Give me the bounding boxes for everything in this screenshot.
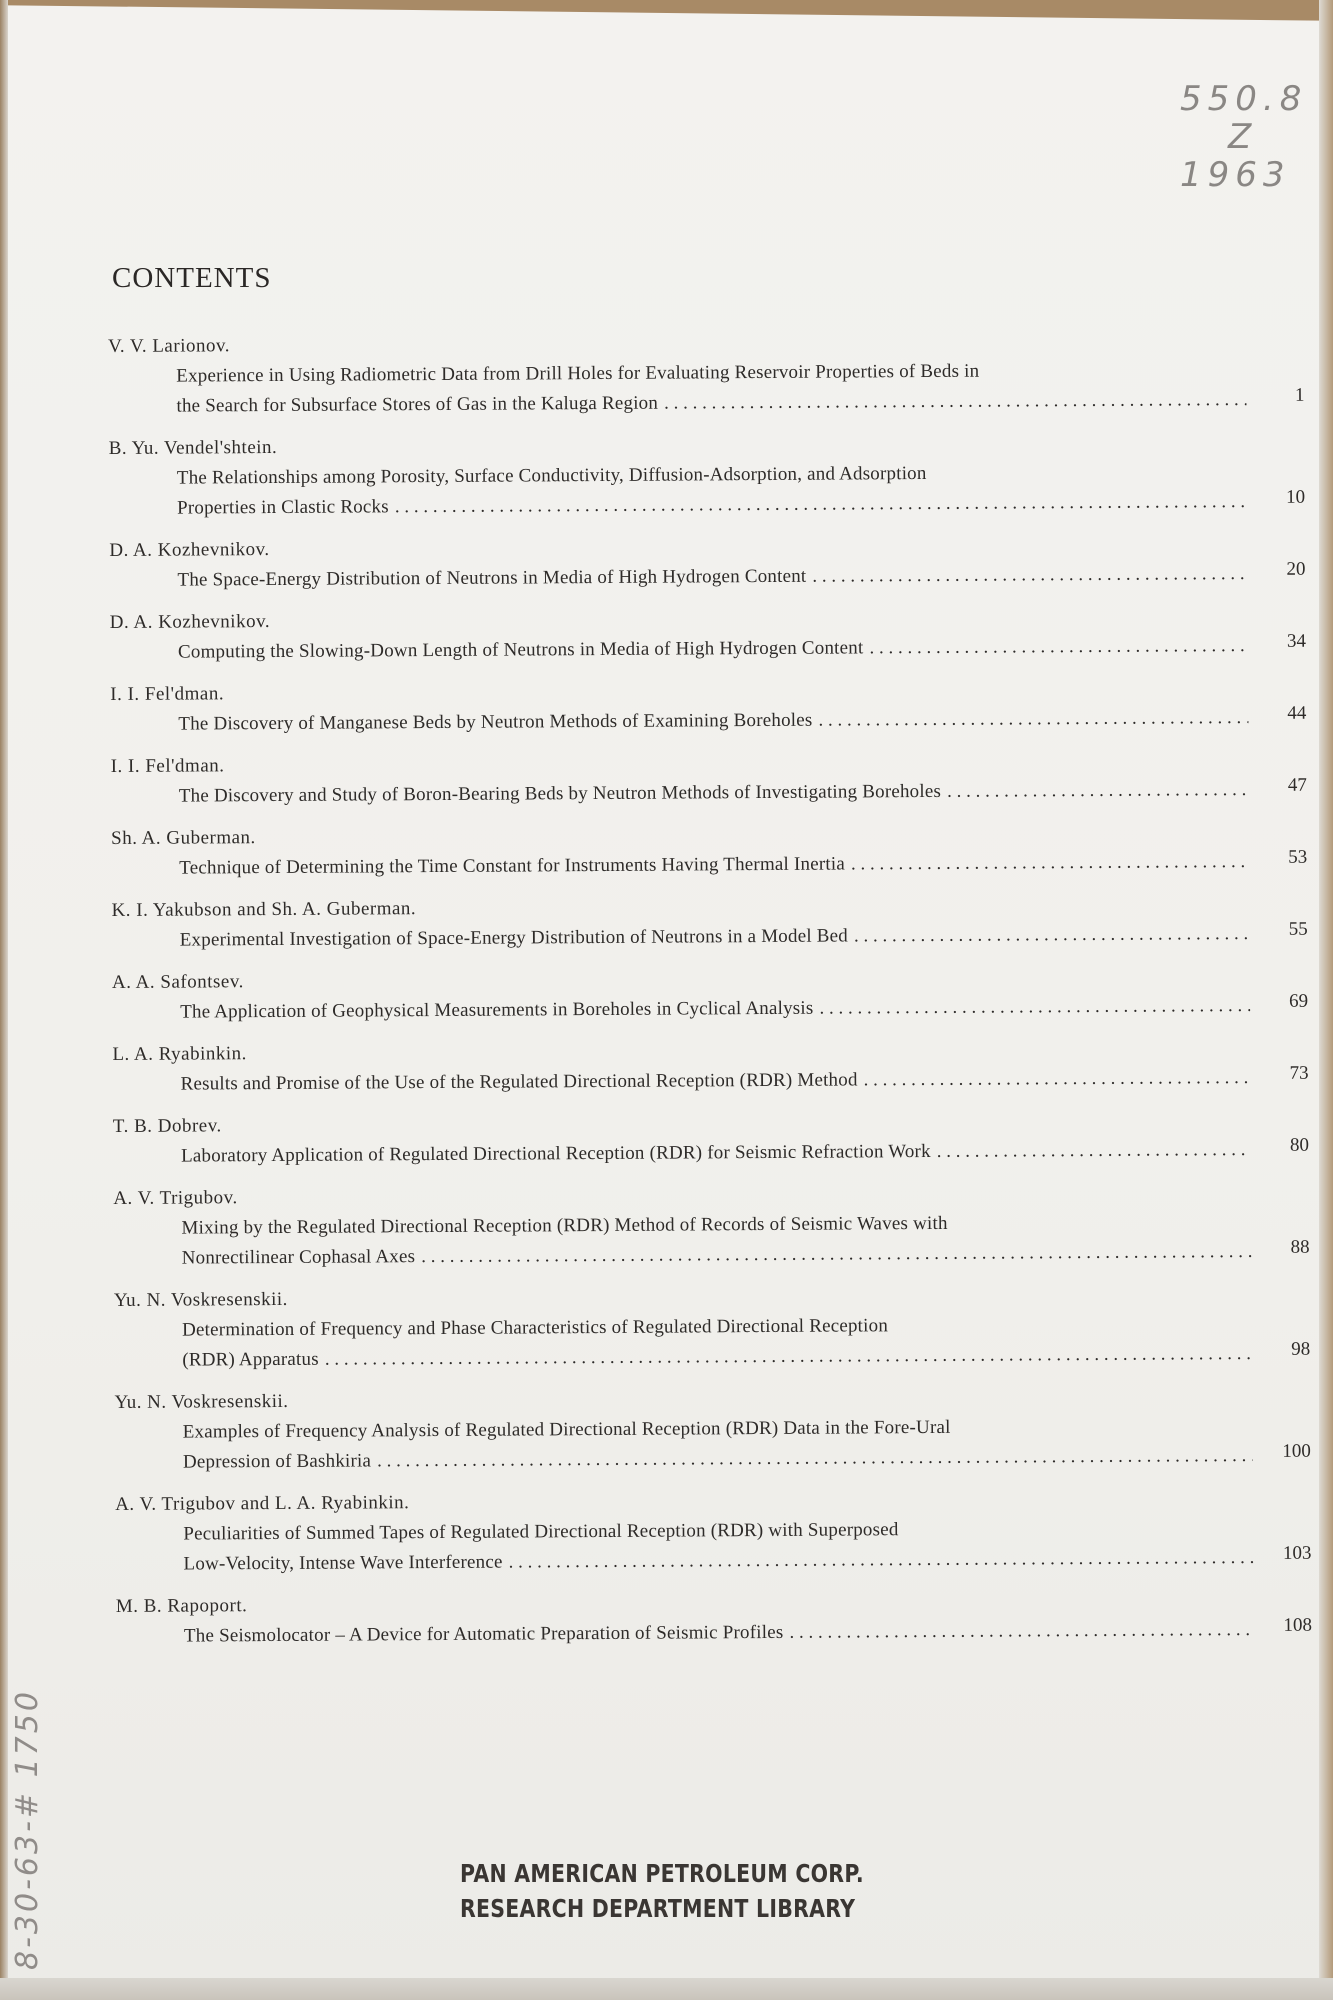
page-right-edge — [1319, 0, 1333, 2000]
toc-title-text: Nonrectilinear Cophasal Axes — [181, 1246, 416, 1269]
toc-author: I. I. Fel'dman. — [110, 755, 225, 777]
toc-title-line: Peculiarities of Summed Tapes of Regulated Directional Reception (RDR) with Superposed — [183, 1519, 899, 1545]
toc-dot-leader — [395, 487, 1247, 522]
toc-title-text: The Application of Geophysical Measurements in Boreholes in Cyclical Analysis — [180, 997, 814, 1023]
toc-title-text: the Search for Subsurface Stores of Gas in the Kaluga Region — [176, 392, 659, 417]
toc-entry — [111, 817, 1307, 884]
toc-title-line: Examples of Frequency Analysis of Regulated Directional Reception (RDR) Data in the Fore-Ural — [182, 1416, 951, 1443]
toc-dot-leader — [812, 559, 1247, 592]
toc-work — [109, 559, 1305, 596]
toc-entry — [112, 1033, 1308, 1100]
toc-author: Sh. A. Guberman. — [111, 827, 256, 849]
toc-title-line — [183, 1543, 1311, 1580]
toc-page-number: 10 — [1285, 486, 1306, 508]
toc-work — [113, 1063, 1309, 1100]
toc-title-text: Technique of Determining the Time Constant for Instruments Having Thermal Inertia — [179, 853, 845, 879]
toc-dot-leader — [421, 1237, 1252, 1272]
toc-title-line: The Relationships among Porosity, Surface Conductivity, Diffusion-Adsorption, and Adsorption — [176, 463, 927, 489]
toc-title-text: Depression of Bashkiria — [182, 1450, 372, 1473]
toc-page-number: 80 — [1289, 1134, 1310, 1156]
toc-author: V. V. Larionov. — [108, 335, 231, 357]
toc-author: Yu. N. Voskresenskii. — [114, 1390, 289, 1413]
toc-author: L. A. Ryabinkin. — [112, 1043, 247, 1065]
toc-title-line — [176, 385, 1304, 422]
toc-title-line — [183, 1441, 1311, 1478]
contents-heading: CONTENTS — [112, 262, 272, 294]
toc-entry — [110, 601, 1306, 668]
toc-title-line — [177, 559, 1305, 596]
stamp-line: PAN AMERICAN PETROLEUM CORP. — [460, 1859, 864, 1888]
toc-title-line: Mixing by the Regulated Directional Reception (RDR) Method of Records of Seismic Waves with — [181, 1212, 948, 1239]
toc-author: T. B. Dobrev. — [112, 1115, 222, 1137]
toc-dot-leader — [869, 631, 1248, 663]
page-top-edge — [0, 0, 1333, 26]
page-bottom-edge — [0, 1978, 1333, 2000]
toc-title-text: The Discovery of Manganese Beds by Neutron Methods of Examining Boreholes — [178, 709, 813, 735]
toc-page-number: 98 — [1291, 1338, 1311, 1360]
toc-title-line — [178, 703, 1306, 740]
toc-page-number: 20 — [1286, 558, 1306, 580]
toc-author: B. Yu. Vendel'shtein. — [108, 436, 278, 459]
library-stamp — [460, 1856, 864, 1926]
toc-page-number: 53 — [1288, 846, 1308, 868]
toc-page-number: 108 — [1283, 1614, 1312, 1636]
page-left-edge — [0, 0, 8, 2000]
toc-entry — [111, 889, 1307, 956]
toc-dot-leader — [664, 385, 1247, 419]
toc-title-text: Properties in Clastic Rocks — [177, 496, 389, 519]
toc-page-number: 69 — [1289, 990, 1309, 1012]
toc-title-line — [181, 1135, 1309, 1172]
toc-dot-leader — [819, 991, 1250, 1024]
toc-work — [111, 775, 1307, 812]
toc-author: M. B. Rapoport. — [115, 1595, 248, 1617]
toc-work — [116, 1615, 1312, 1652]
toc-page-number: 1 — [1294, 384, 1305, 406]
toc-title-text: Low-Velocity, Intense Wave Interference — [183, 1551, 503, 1575]
toc-author: D. A. Kozhevnikov. — [109, 539, 270, 561]
stamp-line: RESEARCH DEPARTMENT LIBRARY — [460, 1894, 856, 1923]
toc-page-number: 100 — [1282, 1440, 1311, 1462]
toc-title-line — [180, 991, 1308, 1028]
toc-title-line — [184, 1615, 1312, 1652]
toc-work — [108, 355, 1304, 422]
toc-dot-leader — [864, 1063, 1251, 1095]
toc-work — [114, 1309, 1310, 1376]
toc-title-line — [180, 919, 1308, 956]
call-number-line: Z — [1228, 117, 1258, 157]
toc-page-number: 44 — [1287, 702, 1307, 724]
toc-page-number: 103 — [1282, 1542, 1312, 1564]
toc-author: A. V. Trigubov and L. A. Ryabinkin. — [115, 1492, 410, 1515]
toc-entry — [111, 745, 1307, 812]
toc-author: A. A. Safontsev. — [111, 971, 244, 993]
toc-dot-leader — [947, 775, 1249, 807]
toc-dot-leader — [851, 847, 1250, 879]
toc-dot-leader — [818, 703, 1248, 736]
toc-entry — [113, 1177, 1310, 1274]
toc-title-line — [182, 1339, 1310, 1376]
toc-title-line — [182, 1237, 1310, 1274]
toc-entry — [116, 1585, 1312, 1652]
toc-work — [112, 991, 1308, 1028]
toc-title-text: The Seismolocator – A Device for Automatic Preparation of Seismic Profiles — [183, 1621, 784, 1647]
toc-dot-leader — [325, 1339, 1253, 1375]
toc-work — [110, 703, 1306, 740]
toc-dot-leader — [937, 1135, 1251, 1167]
toc-entry — [113, 1105, 1309, 1172]
toc-author: Yu. N. Voskresenskii. — [113, 1288, 288, 1311]
toc-page-number: 34 — [1286, 630, 1306, 652]
toc-work — [113, 1135, 1309, 1172]
toc-dot-leader — [789, 1615, 1254, 1648]
toc-title-text: (RDR) Apparatus — [182, 1348, 319, 1371]
toc-entry — [109, 529, 1305, 596]
toc-page-number: 73 — [1289, 1062, 1309, 1084]
toc-dot-leader — [854, 919, 1250, 951]
toc-author: I. I. Fel'dman. — [110, 683, 225, 705]
toc-title-line — [177, 487, 1305, 524]
toc-dot-leader — [509, 1543, 1254, 1578]
toc-work — [109, 457, 1305, 524]
toc-work — [115, 1411, 1311, 1478]
toc-author: K. I. Yakubson and Sh. A. Guberman. — [111, 898, 417, 921]
handwritten-side-note: 8-30-63-# 1750 — [10, 1689, 45, 1970]
toc-title-text: Results and Promise of the Use of the Regulated Directional Reception (RDR) Method — [180, 1069, 858, 1095]
toc-title-line — [181, 1063, 1309, 1100]
toc-title-text: Laboratory Application of Regulated Directional Reception (RDR) for Seismic Refraction Work — [180, 1140, 931, 1167]
toc-entry — [114, 1381, 1311, 1478]
toc-author: D. A. Kozhevnikov. — [109, 611, 271, 633]
call-number-line: 550.8 — [1180, 79, 1308, 119]
toc-work — [113, 1207, 1309, 1274]
toc-work — [112, 919, 1308, 956]
toc-title-line — [179, 775, 1307, 812]
toc-work — [115, 1513, 1311, 1580]
toc-page-number: 55 — [1288, 918, 1308, 940]
toc-work — [111, 847, 1307, 884]
toc-title-line — [179, 847, 1307, 884]
toc-work — [110, 631, 1306, 668]
toc-entry — [108, 325, 1305, 422]
handwritten-call-number — [1180, 80, 1320, 194]
toc-entry — [115, 1483, 1312, 1580]
toc-title-line: Determination of Frequency and Phase Characteristics of Regulated Directional Reception — [182, 1315, 889, 1341]
table-of-contents — [108, 325, 1312, 1664]
toc-entry — [110, 673, 1306, 740]
toc-title-text: Computing the Slowing-Down Length of Neutrons in Media of High Hydrogen Content — [177, 637, 864, 663]
toc-entry — [109, 427, 1306, 524]
toc-page-number: 47 — [1287, 774, 1307, 796]
toc-dot-leader — [377, 1441, 1253, 1476]
toc-title-line — [178, 631, 1306, 668]
toc-author: A. V. Trigubov. — [113, 1187, 238, 1209]
toc-page-number: 88 — [1290, 1236, 1310, 1258]
toc-entry — [114, 1279, 1311, 1376]
toc-title-line: Experience in Using Radiometric Data from Drill Holes for Evaluating Reservoir Properties of Beds in — [176, 360, 980, 387]
toc-title-text: Experimental Investigation of Space-Energy Distribution of Neutrons in a Model Bed — [179, 925, 849, 951]
call-number-line: 1963 — [1180, 155, 1291, 195]
toc-title-text: The Space-Energy Distribution of Neutrons in Media of High Hydrogen Content — [177, 565, 807, 591]
toc-title-text: The Discovery and Study of Boron-Bearing Beds by Neutron Methods of Investigating Boreholes — [178, 780, 942, 807]
toc-entry — [112, 961, 1308, 1028]
